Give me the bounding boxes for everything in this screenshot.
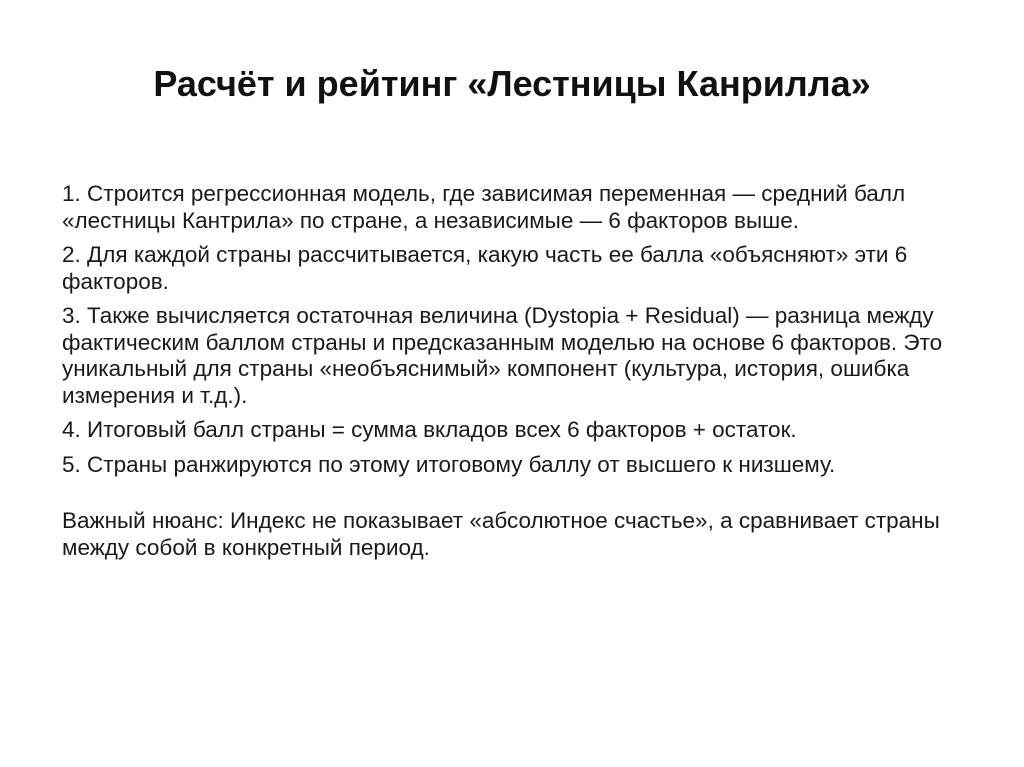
important-note: Важный нюанс: Индекс не показывает «абсолютное счастье», а сравнивает страны между собой в конкретный период. <box>62 508 940 560</box>
list-item: 3. Также вычисляется остаточная величина (Dystopia + Residual) — разница между фактическим баллом страны и предсказанным моделью на основе 6 факторов. Это уникальный для страны «необъяснимый» компонент (культура, история, ошибка измерения и т.д.). <box>62 303 943 408</box>
list-item: 2. Для каждой страны рассчитывается, какую часть ее балла «объясняют» эти 6 факторов. <box>62 242 908 294</box>
list-item: 1. Строится регрессионная модель, где зависимая переменная — средний балл «лестницы Кантрила» по стране, а независимые — 6 факторов выше. <box>62 181 906 233</box>
list-item: 5. Страны ранжируются по этому итоговому баллу от высшего к низшему. <box>62 451 836 477</box>
slide-content <box>62 181 982 569</box>
list-item: 4. Итоговый балл страны = сумма вкладов всех 6 факторов + остаток. <box>62 417 797 442</box>
slide-title: Расчёт и рейтинг «Лестницы Канрилла» <box>153 63 871 104</box>
